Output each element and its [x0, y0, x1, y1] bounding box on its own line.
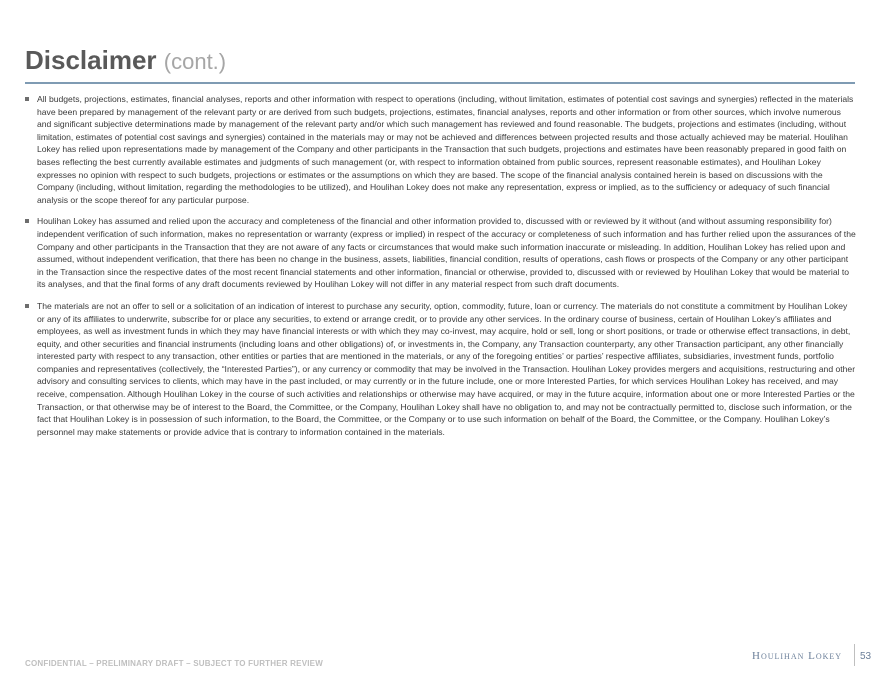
bullet-square-icon: [25, 97, 29, 101]
disclaimer-body: [25, 93, 857, 447]
disclaimer-bullet: [25, 93, 857, 206]
disclaimer-bullet: [25, 215, 857, 291]
confidential-notice: CONFIDENTIAL – PRELIMINARY DRAFT – SUBJECT TO FURTHER REVIEW: [25, 659, 323, 668]
footer-divider: [854, 644, 855, 666]
page-title: [25, 44, 226, 78]
brand-logo: Houlihan Lokey: [752, 650, 843, 662]
title-divider: [25, 82, 855, 84]
page-number: 53: [860, 651, 872, 662]
bullet-text: All budgets, projections, estimates, financial analyses, reports and other information with respect to operations (including, without limitation, estimates of potential cost savings and synergies) reflected in the materials have been prepared by management of the relevant party or are derived from such budgets, projections, estimates, financial analyses, reports and other information or from other sources, which involve numerous and significant subjective determinations made by management of the relevant party and/or which such management has reviewed and found reasonable. The budgets, projections and estimates (including, without limitation, estimates of potential cost savings and synergies) contained in the materials may or may not be achieved and differences between projected results and those actually achieved may be material. Houlihan Lokey has relied upon representations made by management of the Company and other participants in the Transaction that such budgets, projections and estimates have been reasonably prepared in good faith on bases reflecting the best currently available estimates and judgments of such management (or, with respect to information obtained from public sources, represent reasonable estimates), and Houlihan Lokey expresses no opinion with respect to such budgets, projections or estimates or the assumptions on which they are based. The scope of the financial analysis contained herein is based on discussions with the Company (including, without limitation, regarding the methodologies to be utilized), and Houlihan Lokey does not make any representation, express or implied, as to the sufficiency or adequacy of such financial analysis or the scope thereof for any particular purpose.: [37, 94, 854, 205]
bullet-text: Houlihan Lokey has assumed and relied upon the accuracy and completeness of the financial and other information provided to, discussed with or reviewed by it without (and without assuming responsibility for) independent verification of such information, makes no representation or warranty (express or implied) in respect of the accuracy or completeness of such information and has further relied upon the assurances of the Company and other participants in the Transaction that they are not aware of any facts or circumstances that would make such information inaccurate or misleading. In addition, Houlihan Lokey has relied upon and assumed, without independent verification, that there has been no change in the business, assets, liabilities, financial condition, results of operations, cash flows or prospects of the Company or any other participant in the Transaction since the respective dates of the most recent financial statements and other information, financial or otherwise, provided to, discussed with or reviewed by Houlihan Lokey that would be material to its analyses, and that the final forms of any draft documents reviewed by Houlihan Lokey will not differ in any material respect from such draft documents.: [37, 216, 856, 290]
disclaimer-bullet: [25, 300, 857, 439]
bullet-square-icon: [25, 304, 29, 308]
bullet-square-icon: [25, 219, 29, 223]
bullet-text: The materials are not an offer to sell or a solicitation of an indication of interest to purchase any security, option, commodity, future, loan or currency. The materials do not constitute a commitment by Houlihan Lokey or any of its affiliates to underwrite, subscribe for or place any securities, to extend or arrange credit, or to provide any other services. In the ordinary course of business, certain of Houlihan Lokey’s affiliates and employees, as well as investment funds in which they may have financial interests or with which they may co-invest, may acquire, hold or sell, long or short positions, or trade or otherwise effect transactions, in debt, equity, and other securities and financial instruments (including loans and other obligations) of, or investments in, the Company, any Transaction counterparty, any other Transaction participant, any other financially interested party with respect to any transaction, other entities or parties that are mentioned in the materials, or any of the foregoing entities’ or parties’ respective affiliates, subsidiaries, investment funds, portfolio companies and representatives (collectively, the “Interested Parties”), or any currency or commodity that may be involved in the Transaction. Houlihan Lokey provides mergers and acquisitions, restructuring and other advisory and consulting services to clients, which may have in the past included, or may currently or in the future include, one or more Interested Parties, for which services Houlihan Lokey has received, and may receive, compensation. Although Houlihan Lokey in the course of such activities and relationships or otherwise may have acquired, or may in the future acquire, information about one or more Interested Parties or the Transaction, or that otherwise may be of interest to the Board, the Committee, or the Company, Houlihan Lokey shall have no obligation to, and may not be contractually permitted to, disclose such information, or the fact that Houlihan Lokey is in possession of such information, to the Board, the Committee, or the Company or to use such information on behalf of the Board, the Committee, or the Company. Houlihan Lokey’s personnel may make statements or provide advice that is contrary to information contained in the materials.: [37, 300, 856, 437]
page-title-text: Disclaimer: [25, 45, 157, 75]
page-title-suffix: (cont.): [163, 49, 227, 74]
